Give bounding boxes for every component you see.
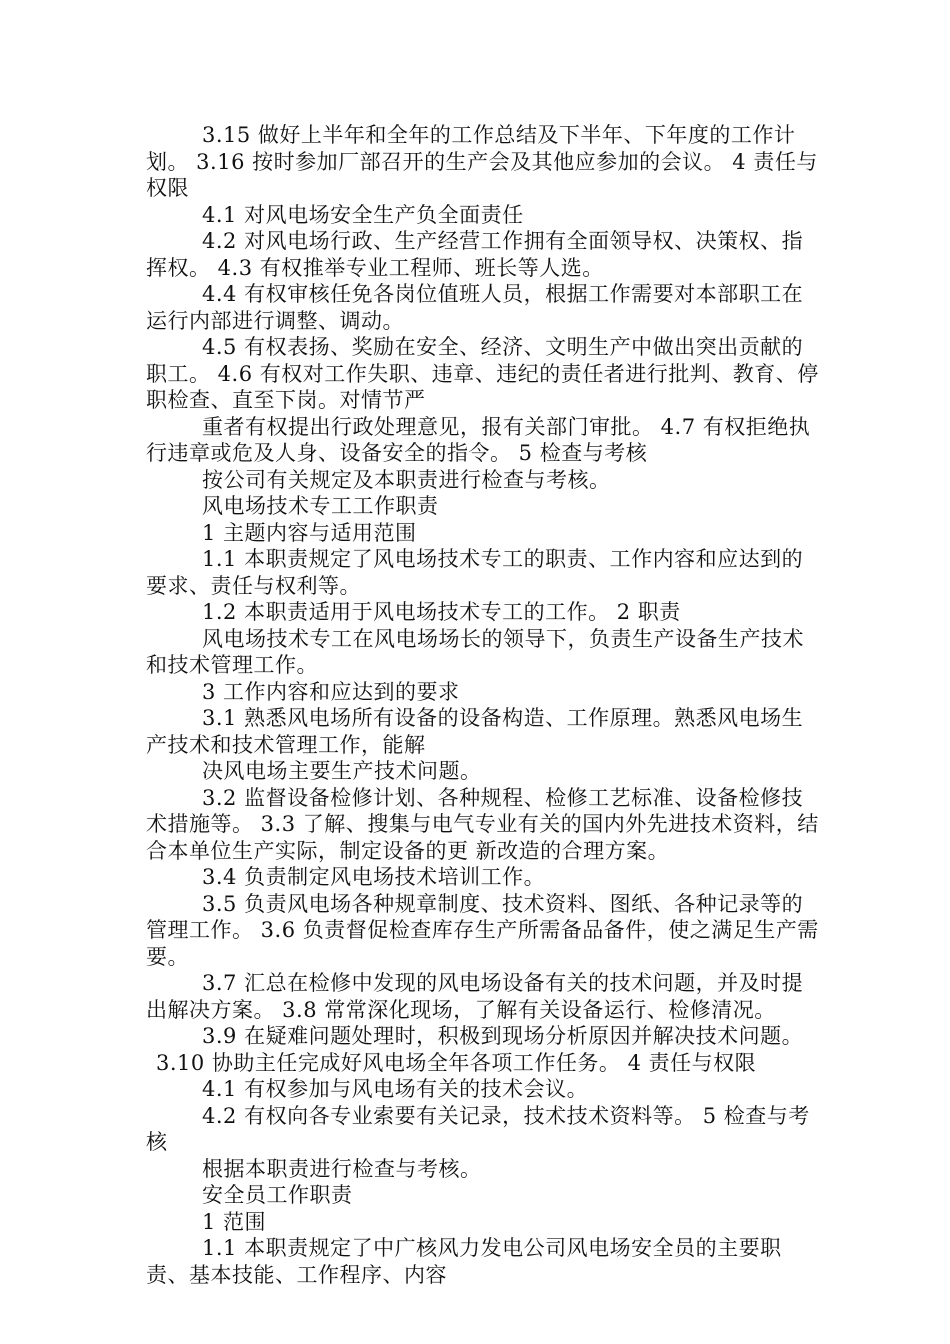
paragraph: 风电场技术专工在风电场场长的领导下，负责生产设备生产技术和技术管理工作。: [146, 626, 804, 677]
paragraph: 3.2 监督设备检修计划、各种规程、检修工艺标准、设备检修技术措施等。 3.3 了解、搜集与电气专业有关的国内外先进技术资料，结合本单位生产实际，制定设备的更 新改造的合理方案。: [146, 785, 819, 863]
paragraph: 4.1 对风电场安全生产负全面责任: [202, 202, 524, 227]
paragraph: 3.5 负责风电场各种规章制度、技术资料、图纸、各种记录等的管理工作。 3.6 负责督促检查库存生产所需备品备件，使之满足生产需要。: [146, 891, 819, 969]
paragraph: 决风电场主要生产技术问题。: [202, 759, 482, 783]
paragraph: 1.1 本职责规定了风电场技术专工的职责、工作内容和应达到的要求、责任与权利等。: [146, 547, 804, 598]
paragraph: 3.15 做好上半年和全年的工作总结及下半年、下年度的工作计划。 3.16 按时参加厂部召开的生产会及其他应参加的会议。 4 责任与权限: [146, 123, 818, 200]
paragraph: 4.2 对风电场行政、生产经营工作拥有全面领导权、决策权、指挥权。 4.3 有权推举专业工程师、班长等人选。: [146, 229, 804, 280]
paragraph: 按公司有关规定及本职责进行检查与考核。: [202, 467, 611, 492]
paragraph: 1 范围: [202, 1209, 267, 1234]
paragraph: 3.10 协助主任完成好风电场全年各项工作任务。 4 责任与权限: [156, 1050, 757, 1075]
paragraph: 1.1 本职责规定了中广核风力发电公司风电场安全员的主要职责、基本技能、工作程序、内容: [146, 1236, 782, 1287]
section-heading: 安全员工作职责: [202, 1183, 353, 1207]
paragraph: 3.4 负责制定风电场技术培训工作。: [202, 865, 546, 889]
paragraph: 3 工作内容和应达到的要求: [202, 679, 460, 704]
section-heading: 风电场技术专工工作职责: [202, 494, 439, 518]
paragraph: 4.4 有权审核任免各岗位值班人员，根据工作需要对本部职工在运行内部进行调整、调动。: [146, 282, 804, 333]
paragraph: 4.5 有权表扬、奖励在安全、经济、文明生产中做出突出贡献的职工。 4.6 有权对工作失职、违章、违纪的责任者进行批判、教育、停职检查、直至下岗。对情节严: [146, 335, 819, 412]
paragraph: 1 主题内容与适用范围: [202, 520, 417, 545]
paragraph: 3.1 熟悉风电场所有设备的设备构造、工作原理。熟悉风电场生产技术和技术管理工作，能解: [146, 706, 804, 757]
paragraph: 1.2 本职责适用于风电场技术专工的工作。 2 职责: [202, 600, 681, 624]
paragraph: 3.9 在疑难问题处理时，积极到现场分析原因并解决技术问题。: [202, 1024, 804, 1048]
paragraph: 4.2 有权向各专业索要有关记录，技术技术资料等。 5 检查与考核: [146, 1103, 810, 1154]
paragraph: 3.7 汇总在检修中发现的风电场设备有关的技术问题，并及时提出解决方案。 3.8 常常深化现场，了解有关设备运行、检修清况。: [146, 971, 804, 1022]
paragraph: 重者有权提出行政处理意见，报有关部门审批。 4.7 有权拒绝执行违章或危及人身、设备安全的指令。 5 检查与考核: [146, 414, 811, 465]
paragraph: 根据本职责进行检查与考核。: [202, 1156, 482, 1181]
paragraph: 4.1 有权参加与风电场有关的技术会议。: [202, 1077, 589, 1101]
document-body: [146, 122, 822, 1288]
